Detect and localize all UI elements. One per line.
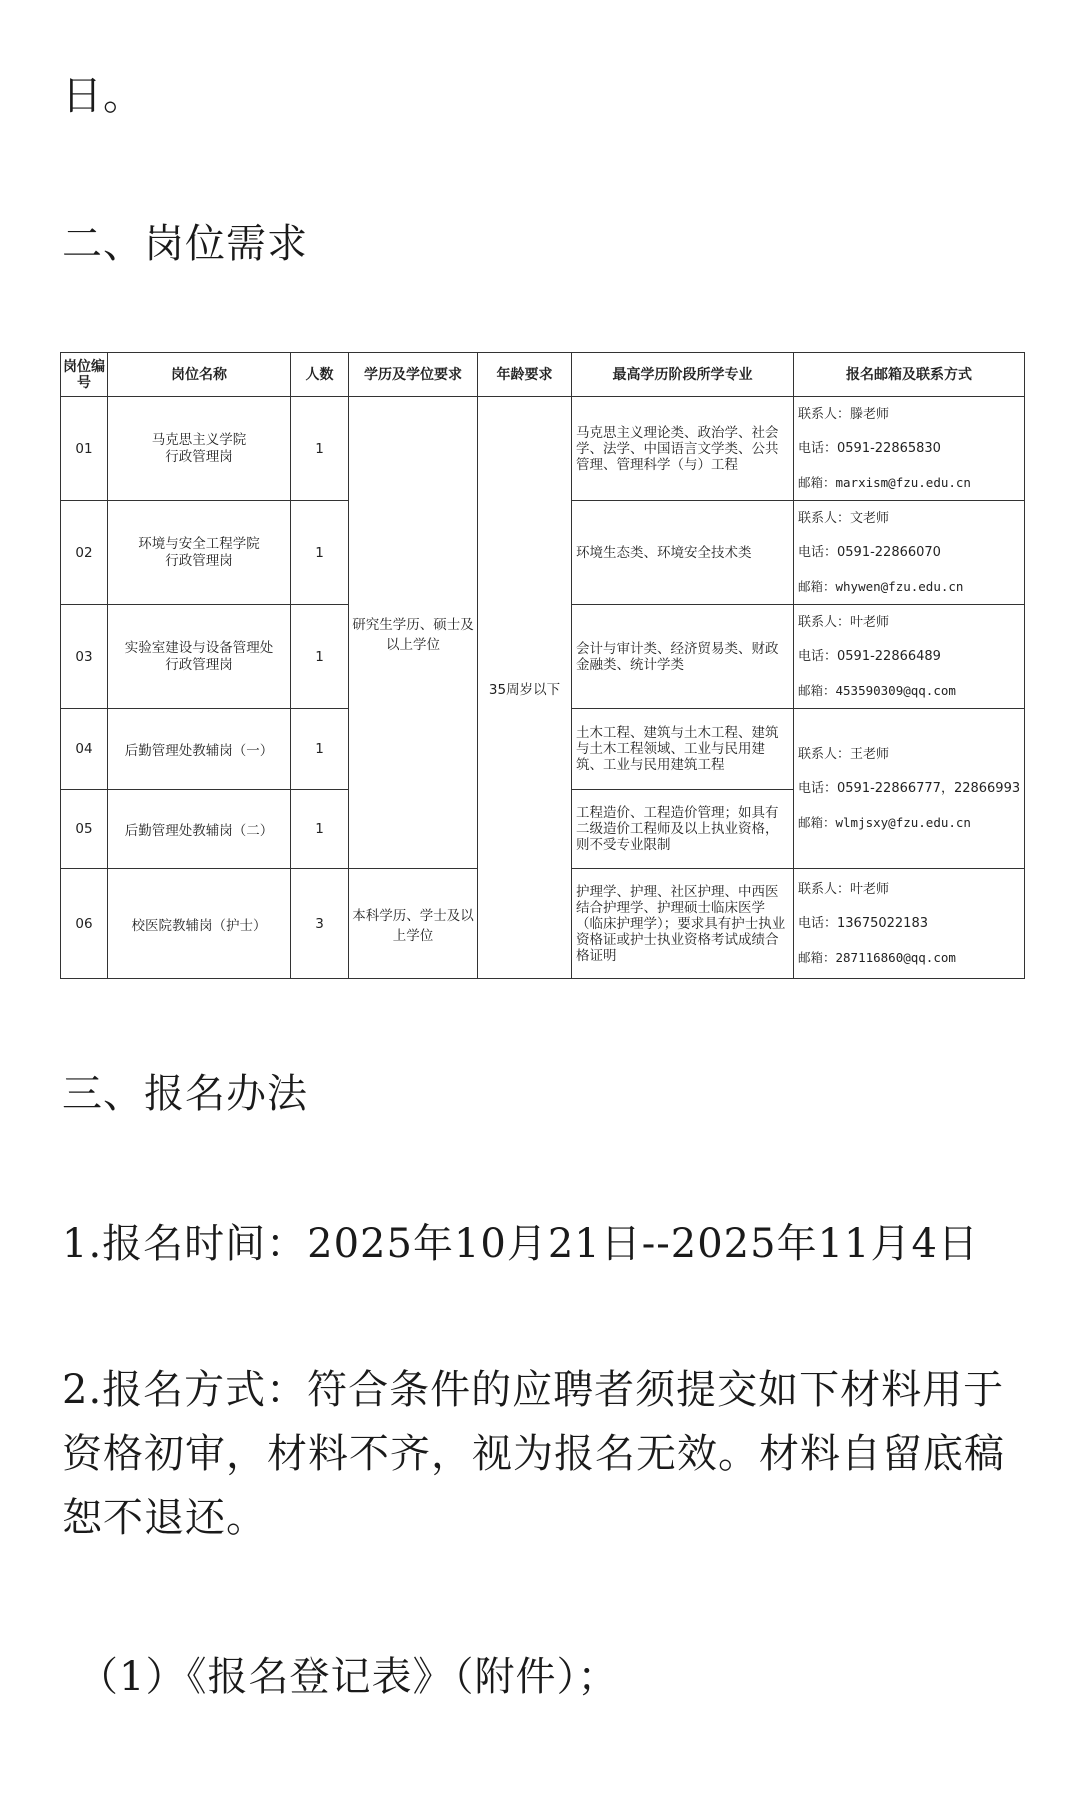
cell-major: 土木工程、建筑与土木工程、建筑与土木工程领域、工业与民用建筑、工业与民用建筑工程 <box>572 709 794 790</box>
cell-code: 03 <box>61 605 108 709</box>
contact-email: 邮箱：whywen@fzu.edu.cn <box>798 578 964 594</box>
header-name: 岗位名称 <box>108 353 291 397</box>
contact-person: 联系人：叶老师 <box>798 881 890 897</box>
cell-code: 01 <box>61 397 108 501</box>
cell-contact <box>794 397 1025 501</box>
list-item-registration-form: （1）《报名登记表》（附件）； <box>78 1654 619 1700</box>
cell-count: 1 <box>291 605 349 709</box>
paragraph-signup-time: 1.报名时间：2025年10月21日--2025年11月4日 <box>62 1221 979 1267</box>
cell-name <box>108 501 291 605</box>
cell-name-line1: 马克思主义学院 <box>151 431 247 448</box>
contact-email: 邮箱：wlmjsxy@fzu.edu.cn <box>798 814 971 830</box>
header-count: 人数 <box>291 353 349 397</box>
table-row <box>61 397 1025 501</box>
cell-degree-undergrad: 本科学历、学士及以上学位 <box>349 869 478 979</box>
contact-email: 邮箱：marxism@fzu.edu.cn <box>798 474 971 490</box>
cell-name-line1: 环境与安全工程学院 <box>138 535 260 552</box>
header-degree: 学历及学位要求 <box>349 353 478 397</box>
contact-phone: 电话：0591-22866777，22866993 <box>798 780 1021 796</box>
job-requirements-table <box>60 352 1025 979</box>
contact-phone: 电话：13675022183 <box>798 915 928 931</box>
table-header-row <box>61 353 1025 397</box>
contact-phone: 电话：0591-22866489 <box>798 648 941 664</box>
cell-name <box>108 397 291 501</box>
contact-phone: 电话：0591-22866070 <box>798 544 941 560</box>
cell-code: 02 <box>61 501 108 605</box>
contact-person: 联系人：王老师 <box>798 746 890 762</box>
cell-name-line2: 行政管理岗 <box>165 656 233 673</box>
cell-name-line2: 行政管理岗 <box>165 552 233 569</box>
cell-code: 04 <box>61 709 108 790</box>
header-code: 岗位编号 <box>61 353 108 397</box>
contact-person: 联系人：叶老师 <box>798 614 890 630</box>
cell-name <box>108 605 291 709</box>
contact-email: 邮箱：453590309@qq.com <box>798 682 956 698</box>
cell-name: 后勤管理处教辅岗（一） <box>108 709 291 790</box>
cell-count: 1 <box>291 397 349 501</box>
cell-major: 护理学、护理、社区护理、中西医结合护理学、护理硕士临床医学（临床护理学）；要求具有护士执业资格证或护士执业资格考试成绩合格证明 <box>572 869 794 979</box>
cell-major: 工程造价、工程造价管理；如具有二级造价工程师及以上执业资格，则不受专业限制 <box>572 790 794 869</box>
cell-degree-graduate: 研究生学历、硕士及以上学位 <box>349 397 478 869</box>
cell-code: 05 <box>61 790 108 869</box>
contact-person: 联系人：文老师 <box>798 510 890 526</box>
header-contact: 报名邮箱及联系方式 <box>794 353 1025 397</box>
job-requirements-table-image <box>60 352 1024 978</box>
contact-email: 邮箱：287116860@qq.com <box>798 949 956 965</box>
cell-contact-shared <box>794 709 1025 869</box>
cell-major: 会计与审计类、经济贸易类、财政金融类、统计学类 <box>572 605 794 709</box>
cell-age: 35周岁以下 <box>478 397 572 979</box>
cell-count: 3 <box>291 869 349 979</box>
paragraph-signup-method: 2.报名方式：符合条件的应聘者须提交如下材料用于资格初审，材料不齐，视为报名无效。材料自留底稿恕不退还。 <box>62 1367 1005 1541</box>
cell-code: 06 <box>61 869 108 979</box>
header-age: 年龄要求 <box>478 353 572 397</box>
cell-name-line2: 行政管理岗 <box>165 448 233 465</box>
section-heading-signup-method: 三、报名办法 <box>62 1071 308 1117</box>
contact-person: 联系人：滕老师 <box>798 406 890 422</box>
header-major: 最高学历阶段所学专业 <box>572 353 794 397</box>
cell-contact <box>794 501 1025 605</box>
cell-count: 1 <box>291 790 349 869</box>
cell-name: 后勤管理处教辅岗（二） <box>108 790 291 869</box>
cell-name: 校医院教辅岗（护士） <box>108 869 291 979</box>
contact-phone: 电话：0591-22865830 <box>798 440 941 456</box>
cell-count: 1 <box>291 709 349 790</box>
cell-count: 1 <box>291 501 349 605</box>
cell-major: 环境生态类、环境安全技术类 <box>572 501 794 605</box>
text-fragment-ri: 日。 <box>62 73 144 119</box>
cell-major: 马克思主义理论类、政治学、社会学、法学、中国语言文学类、公共管理、管理科学（与）工程 <box>572 397 794 501</box>
section-heading-job-requirements: 二、岗位需求 <box>62 221 308 267</box>
cell-name-line1: 实验室建设与设备管理处 <box>124 639 274 656</box>
cell-contact <box>794 869 1025 979</box>
cell-contact <box>794 605 1025 709</box>
